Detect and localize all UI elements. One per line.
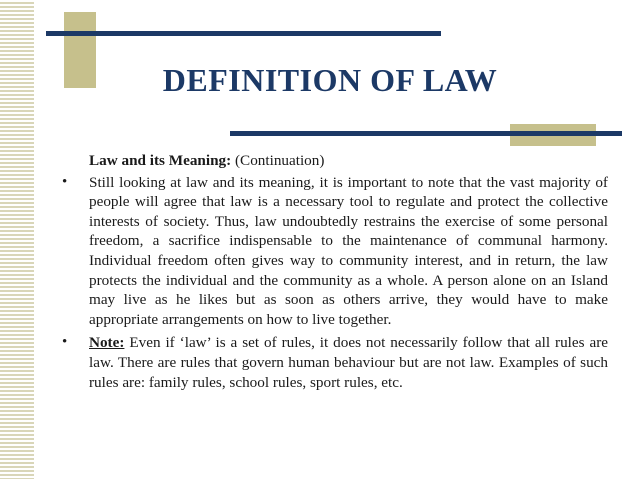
bullet-text: Still looking at law and its meaning, it is important to note that the vast majority of people will agree that law is a necessary tool to regulate and protect the collective interests of society. Thus, law undoubtedly restrains the exercise of some personal freedom, a sacrifice indispensable to the maintenance of communal harmony. Individual freedom often gives way to community interest, and in return, the law protects the individual and the community as a whole. A person alone on an Island may live as he likes but as soon as others arrive, they would have to make appropriate arrangements on how to live together. — [89, 173, 608, 328]
decorative-rule-bottom — [230, 131, 622, 136]
decorative-stripe-band — [0, 0, 34, 479]
slide-body — [60, 151, 608, 396]
bullet-item-law-meaning — [60, 173, 608, 330]
subheading-bold: Law and its Meaning: — [89, 152, 232, 169]
subheading — [60, 151, 608, 171]
bullet-icon: • — [62, 173, 68, 190]
note-label: Note: — [89, 334, 125, 352]
bullet-icon: • — [62, 334, 68, 351]
bullet-item-note — [60, 333, 608, 392]
decorative-rule-top — [46, 31, 441, 36]
subheading-rest: (Continuation) — [231, 152, 325, 169]
bullet-text: Even if ‘law’ is a set of rules, it does not necessarily follow that all rules are law. There are rules that govern human behaviour but are not law. Examples of such rules are: family rules, school rules, sport rules, etc. — [89, 334, 608, 391]
slide-title: DEFINITION OF LAW — [162, 62, 498, 98]
